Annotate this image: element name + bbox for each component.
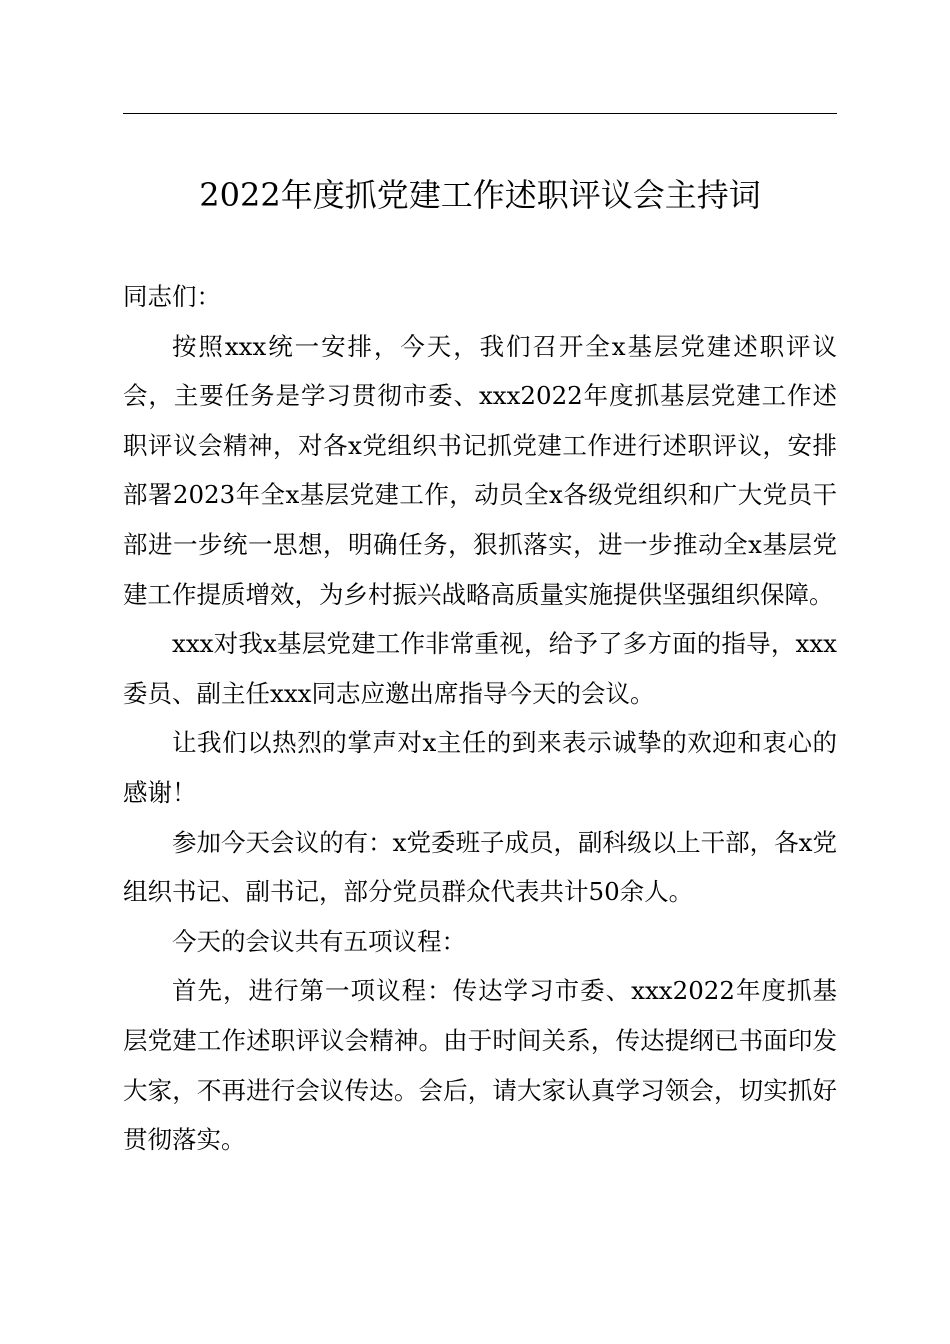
paragraph-meeting-purpose: 按照xxx统一安排，今天，我们召开全x基层党建述职评议会，主要任务是学习贯彻市委、xxx2022年度抓基层党建工作述职评议会精神，对各x党组织书记抓党建工作进行述职评议，安排部署2023年全x基层党建工作，动员全x各级党组织和广大党员干部进一步统一思想，明确任务，狠抓落实，进一步推动全x基层党建工作提质增效，为乡村振兴战略高质量实施提供坚强组织保障。	[123, 331, 837, 609]
paragraph-agenda-item-1: 首先，进行第一项议程：传达学习市委、xxx2022年度抓基层党建工作述职评议会精神。由于时间关系，传达提纲已书面印发大家，不再进行会议传达。会后，请大家认真学习领会，切实抓好贯彻落实。	[123, 976, 837, 1155]
header-rule	[123, 113, 837, 114]
paragraph-welcome: 让我们以热烈的掌声对x主任的到来表示诚挚的欢迎和衷心的感谢！	[123, 728, 837, 807]
paragraph-attendees: 参加今天会议的有：x党委班子成员，副科级以上干部，各x党组织书记、副书记，部分党员群众代表共计50余人。	[123, 827, 837, 907]
paragraph-agenda-intro: 今天的会议共有五项议程：	[172, 926, 466, 956]
paragraph-guest-introduction: xxx对我x基层党建工作非常重视，给予了多方面的指导，xxx委员、副主任xxx同志应邀出席指导今天的会议。	[123, 629, 837, 708]
document-body	[123, 272, 837, 1165]
document-title: 2022年度抓党建工作述职评议会主持词	[199, 176, 761, 214]
salutation: 同志们：	[123, 282, 221, 311]
